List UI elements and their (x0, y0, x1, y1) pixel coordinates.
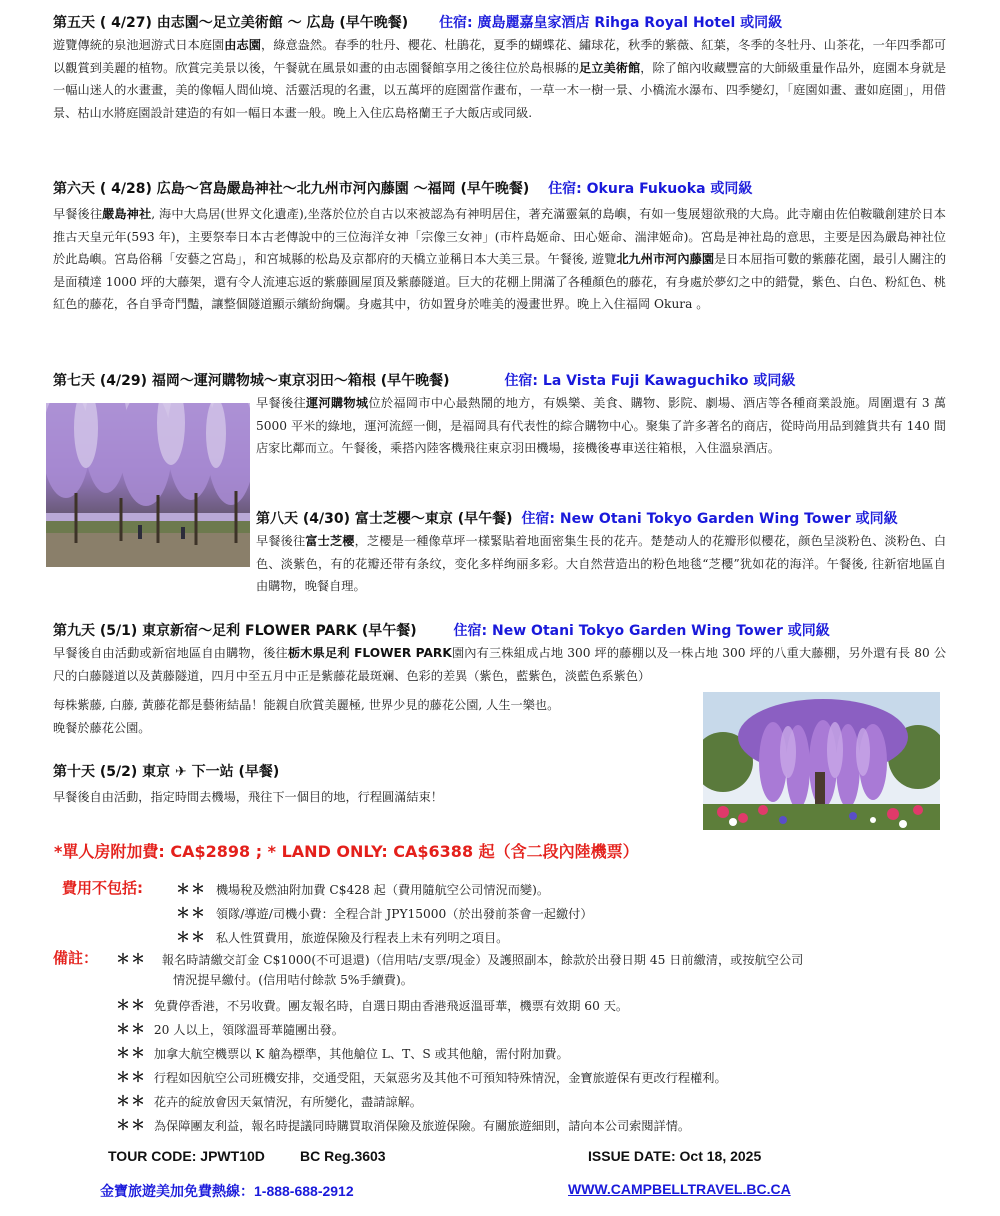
day7-text-2: 位於福岡市中心最熱鬧的地方，有娛樂、美食、購物、影院、劇場、酒店等各種商業設施。周圍還有 3 萬 5000 平米的綠地，運河流經一側，是福岡具有代表性的綜合購物中心。聚集了許多著名的商店，從時尚用品到雜貨共有 140 間店家比鄰而立。午餐後，乘搭內陸客機飛往東京羽田機場，接機後專車送往箱根，入住溫泉酒店。 (256, 396, 947, 455)
day9-text-2: 園內有三株組成占地 300 坪的藤棚以及一株占地 300 坪的八重大藤棚，另外還有長 80 公尺的白藤隧道以及黃藤隧道，四月中至五月中正是紫藤花最斑斓、色彩的差異（紫色，藍紫色，淡藍色系紫色） (53, 646, 947, 683)
day6-hotel: 住宿: Okura Fukuoka 或同級 (548, 181, 753, 197)
day6-keyword-kawachi: 北九州市河內藤園 (616, 252, 715, 266)
day5-hotel: 住宿: 廣島麗嘉皇家酒店 Rihga Royal Hotel 或同級 (439, 15, 783, 31)
day6-text-1: 早餐後往 (53, 207, 103, 221)
bullet-stars: ＊＊ (176, 906, 206, 922)
day8-keyword-shibazakura: 富士芝櫻 (305, 534, 355, 548)
bullet-stars: ＊＊ (176, 930, 206, 946)
day6-keyword-itsukushima: 嚴島神社 (102, 207, 152, 221)
day9-body (53, 642, 946, 687)
bullet-stars: ＊＊ (116, 1118, 146, 1134)
day8-title: 第八天 (4/30) 富士芝櫻～東京 (早午餐) (256, 511, 513, 527)
day5-body (53, 34, 946, 124)
day10-body: 早餐後自由活動，指定時間去機場，飛往下一個目的地，行程圓滿結束！ (53, 790, 443, 804)
day5-heading (53, 12, 782, 32)
day9-keyword-ashikaga: 栃木県足利 FLOWER PARK (287, 646, 452, 660)
excluded-item-2 (176, 903, 593, 923)
remarks-item-5 (116, 1067, 727, 1087)
day6-body (53, 203, 946, 316)
day5-text-3: ，除了館內收藏豐富的大師級重量作品外，庭園本身就是一幅山迷人的水畫畫，美的像幅人間仙境、活靈活現的名畫，以五萬坪的庭園當作畫布，一草一木一樹一景、小橋流水瀑布、四季變幻，「庭園如畫、畫如庭園」，用借景、枯山水將庭園設計建造的有如一幅日本畫一般。晚上入住広島格蘭王子大飯店或同級. (53, 60, 947, 120)
day7-title: 第七天 (4/29) 福岡～運河購物城～東京羽田～箱根 (早午晚餐) (53, 373, 450, 389)
day10-title: 第十天 (5/2) 東京 ✈ 下一站 (早餐) (53, 764, 280, 780)
remarks-text-2: 免費停香港，不另收費。團友報名時，自選日期由香港飛返溫哥華，機票有效期 60 天。 (153, 999, 629, 1013)
day5-text-2: ，綠意盎然。春季的牡丹、櫻花、杜鵑花，夏季的蝴蝶花、繡球花，秋季的紫薇、紅葉，冬季的冬牡丹、山茶花，一年四季都可以觀賞到美麗的植物。欣賞完美景以後，午餐就在風景如畫的由志園餐館享用之後往位於島根縣的 (53, 38, 947, 75)
tour-code: TOUR CODE: JPWT10D (108, 1148, 265, 1164)
excluded-label: 費用不包括: (62, 879, 143, 897)
remarks-text-5: 行程如因航空公司班機安排，交通受阻，天氣惡劣及其他不可預知特殊情況，金寶旅遊保有更改行程權利。 (153, 1071, 727, 1085)
website-link[interactable]: WWW.CAMPBELLTRAVEL.BC.CA (568, 1181, 791, 1197)
remarks-item-4 (116, 1043, 569, 1063)
excluded-text-2: 領隊/導遊/司機小費：全程合計 JPY15000（於出發前茶會一起繳付） (215, 907, 593, 921)
day9-text-4: 晚餐於藤花公園。 (53, 720, 151, 735)
day8-body (256, 530, 946, 598)
remarks-text-7: 為保障團友利益，報名時提議同時購買取消保險及旅遊保險。有關旅遊細則，請向本公司索閱詳情。 (153, 1119, 691, 1133)
day7-body (256, 392, 946, 460)
day5-keyword-yushien: 由志園 (224, 38, 261, 52)
day8-text-2: ，芝櫻是一種像草坪一樣緊貼着地面密集生長的花卉。楚楚动人的花瓣形似櫻花，颜色呈淡粉色、淡粉色、白色、淡紫色，有的花瓣还带有条纹，变化多样绚丽多彩。大自然营造出的粉色地毯“芝櫻”犹如花的海洋。午餐後, 往新宿地區自由購物，晚餐自理。 (256, 534, 947, 593)
remarks-text-1a: 報名時請繳交訂金 C$1000(不可退還)（信用咭/支票/現金）及護照副本，餘款於出發日期 45 日前繳清，或按航空公司 (161, 953, 804, 967)
excluded-text-1: 機場稅及燃油附加費 C$428 起（費用隨航空公司情況而變)。 (215, 883, 550, 897)
remarks-text-6: 花卉的綻放會因天氣情況，有所變化，盡請諒解。 (153, 1095, 422, 1109)
bullet-stars: ＊＊ (116, 1022, 146, 1038)
remarks-item-2 (116, 995, 628, 1015)
day9-heading (53, 620, 830, 640)
bullet-stars: ＊＊ (116, 952, 146, 968)
excluded-item-1 (176, 879, 549, 899)
day8-text-1: 早餐後往 (256, 534, 306, 548)
remarks-text-3: 20 人以上，領隊溫哥華隨團出發。 (153, 1023, 344, 1037)
remarks-label: 備註： (53, 949, 99, 967)
day9-hotel: 住宿: New Otani Tokyo Garden Wing Tower 或同級 (453, 623, 830, 639)
day7-text-1: 早餐後往 (256, 396, 306, 410)
day6-text-3: 是日本屈指可數的紫藤花園，最引人關注的是面積達 1000 坪的大藤架，還有令人流連忘返的紫藤圓屋頂及紫藤隧道。巨大的花棚上開滿了各種顏色的藤花，有身處於夢幻之中的錯覺，紫色、白色、粉紅色、桃紅色的藤花，各自爭奇鬥豔，讓整個隧道顯示繽紛絢爛。身處其中，彷如置身於唯美的漫畫世界。晚上入住福岡 Okura 。 (53, 252, 947, 311)
pricing-line: *單人房附加費: CA$2898 ; * LAND ONLY: CA$6388 起（含二段內陸機票） (54, 842, 639, 861)
excluded-item-3 (176, 927, 508, 947)
remarks-text-4: 加拿大航空機票以 K 艙為標準，其他艙位 L、T、S 或其他艙，需付附加費。 (153, 1047, 569, 1061)
remarks-item-3 (116, 1019, 344, 1039)
bullet-stars: ＊＊ (116, 998, 146, 1014)
day6-title: 第六天 ( 4/28) 広島～宮島嚴島神社～北九州市河內藤園 ～福岡 (早午晚餐) (53, 181, 530, 197)
bullet-stars: ＊＊ (116, 1094, 146, 1110)
day5-title: 第五天 ( 4/27) 由志園～足立美術館 ～ 広島 (早午晚餐) (53, 15, 409, 31)
day7-heading (53, 370, 795, 390)
day8-hotel: 住宿: New Otani Tokyo Garden Wing Tower 或同級 (521, 511, 898, 527)
bullet-stars: ＊＊ (116, 1046, 146, 1062)
day5-text-1: 遊覽傳統的泉池迴游式日本庭園 (53, 38, 225, 52)
day5-keyword-adachi: 足立美術館 (579, 60, 641, 75)
remarks-text-1b: 情況提早繳付。(信用咭付餘款 5%手續費)。 (173, 973, 413, 987)
remarks-item-7 (116, 1115, 690, 1135)
day9-title: 第九天 (5/1) 東京新宿～足利 FLOWER PARK (早午餐) (53, 623, 417, 639)
day7-hotel: 住宿: La Vista Fuji Kawaguchiko 或同級 (504, 373, 796, 389)
day6-heading (53, 178, 752, 198)
bullet-stars: ＊＊ (176, 882, 206, 898)
day9-body-continued (53, 694, 693, 739)
day10-heading (53, 761, 279, 781)
wisteria-tunnel-photo (46, 403, 250, 567)
day6-text-2: , 海中大鳥居(世界文化遺產),坐落於位於自古以來被認為有神明居住，著充滿靈氣的島嶼，有如一隻展翅欲飛的大鳥。此寺廟由佐伯鞍職創建於日本推古天皇元年(593 年)，主要祭奉日本古老傳說中的三位海洋女神「宗像三女神」(市杵島姬命、田心姬命、湍津姬命)。宮島是神社島的意思，主要是因為嚴島神社位於此島嶼。宮島俗稱「安藝之宮島」，和宮城縣的松島及京都府的天橋立並稱日本大美三景。午餐後, 遊覽 (53, 207, 946, 266)
issue-date: ISSUE DATE: Oct 18, 2025 (588, 1148, 762, 1164)
bullet-stars: ＊＊ (116, 1070, 146, 1086)
wisteria-tree-photo (703, 692, 940, 830)
remarks-item-6 (116, 1091, 422, 1111)
day9-text-3: 每株紫藤, 白藤, 黃藤花都是藝術結晶！能親自欣賞美麗極, 世界少見的藤花公園, 人生一樂也。 (53, 698, 560, 712)
day7-keyword-canal-city: 運河購物城 (305, 396, 369, 410)
excluded-text-3: 私人性質費用，旅遊保險及行程表上未有列明之項目。 (215, 931, 509, 945)
hotline[interactable]: 金寶旅遊美加免費熱線：1-888-688-2912 (100, 1183, 354, 1199)
day9-text-1: 早餐後自由活動或新宿地區自由購物，後往 (53, 646, 288, 660)
remarks-item-1 (116, 949, 803, 969)
day8-heading (256, 508, 898, 528)
bc-reg: BC Reg.3603 (300, 1148, 386, 1164)
